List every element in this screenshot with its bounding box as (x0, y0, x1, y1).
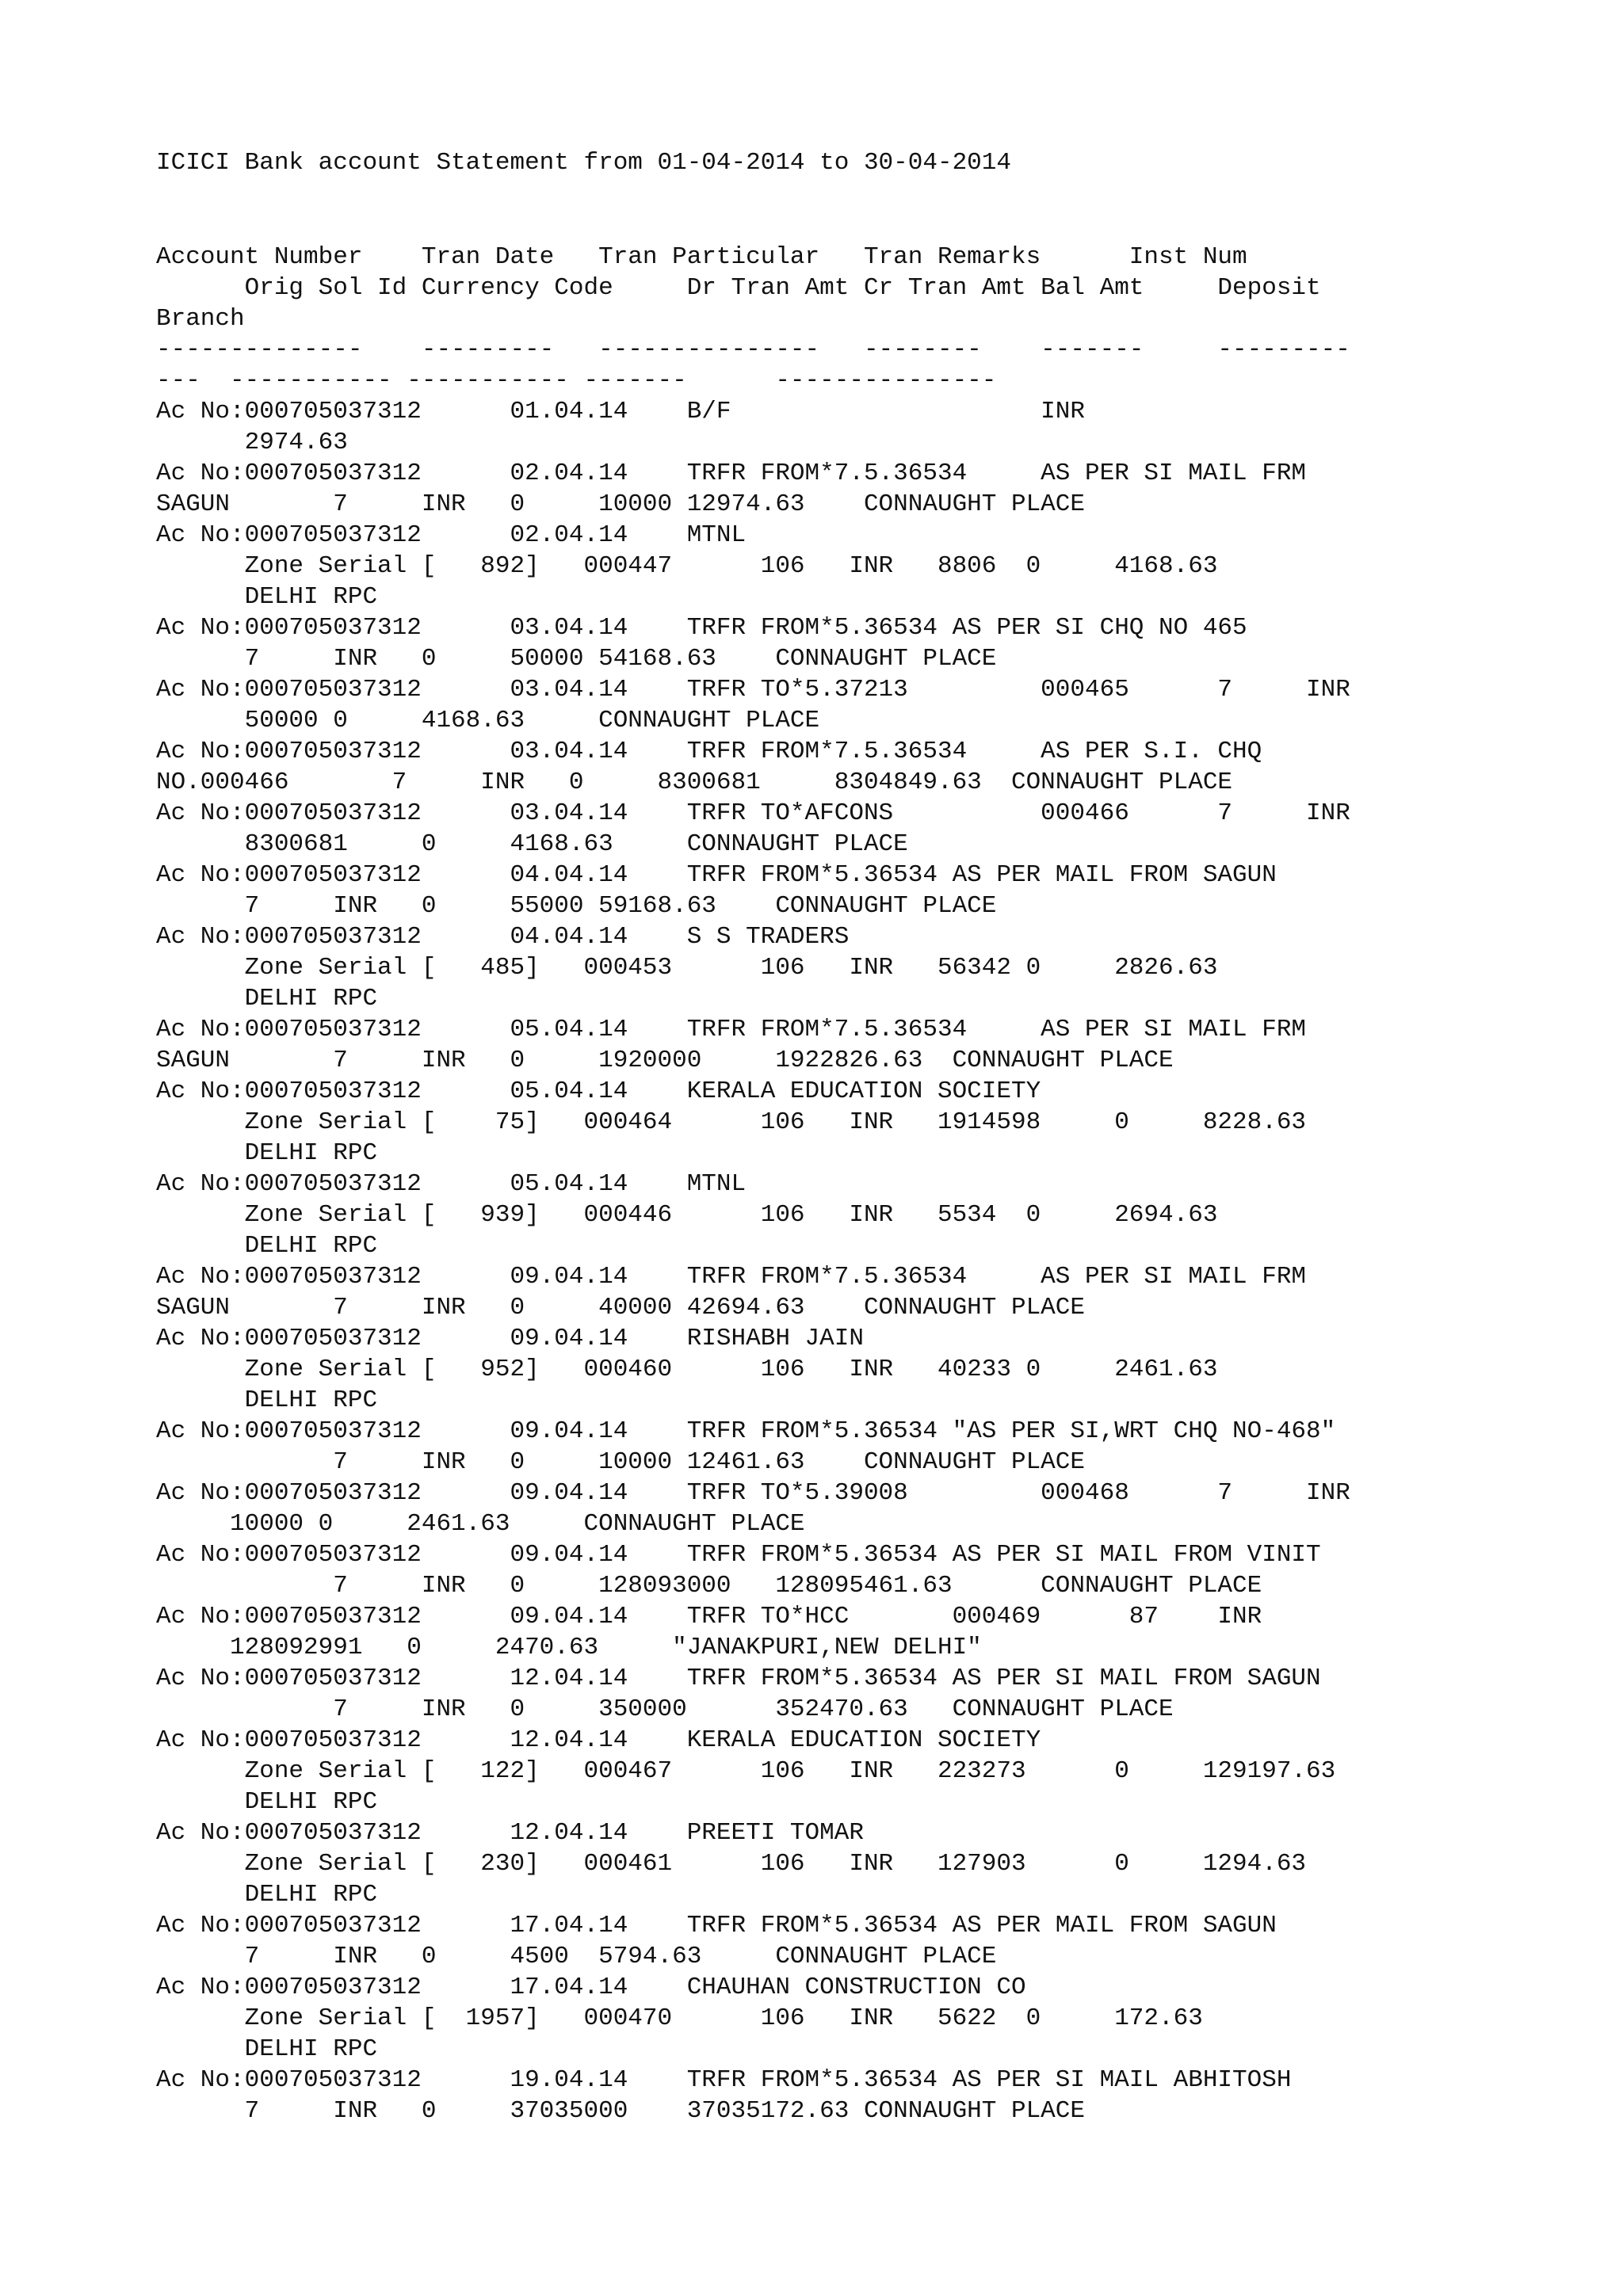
statement-line: Zone Serial [ 75] 000464 106 INR 1914598 0 8228.63 (156, 1108, 1307, 1136)
statement-line: 128092991 0 2470.63 "JANAKPURI,NEW DELHI" (156, 1634, 982, 1661)
statement-line: Zone Serial [ 230] 000461 106 INR 127903 0 1294.63 (156, 1850, 1307, 1878)
spacer (156, 211, 1583, 242)
statement-line: Ac No:000705037312 03.04.14 TRFR FROM*7.5.36534 AS PER S.I. CHQ (156, 738, 1262, 765)
statement-line: DELHI RPC (156, 583, 378, 611)
statement-line: 50000 0 4168.63 CONNAUGHT PLACE (156, 707, 820, 734)
statement-line: 7 INR 0 4500 5794.63 CONNAUGHT PLACE (156, 1943, 997, 1970)
statement-line: DELHI RPC (156, 2035, 378, 2063)
statement-line: Ac No:000705037312 12.04.14 TRFR FROM*5.36534 AS PER SI MAIL FROM SAGUN (156, 1665, 1321, 1692)
statement-line: DELHI RPC (156, 1386, 378, 1414)
statement-line: 7 INR 0 37035000 37035172.63 CONNAUGHT PLACE (156, 2097, 1085, 2125)
statement-line: Ac No:000705037312 05.04.14 KERALA EDUCATION SOCIETY (156, 1077, 1041, 1105)
statement-line: Ac No:000705037312 04.04.14 S S TRADERS (156, 923, 850, 951)
statement-line: Ac No:000705037312 09.04.14 TRFR FROM*5.36534 "AS PER SI,WRT CHQ NO-468" (156, 1417, 1336, 1445)
statement-line: Ac No:000705037312 03.04.14 TRFR TO*5.37213 000465 7 INR (156, 676, 1350, 704)
statement-line: Zone Serial [ 939] 000446 106 INR 5534 0 2694.63 (156, 1201, 1218, 1229)
statement-line: 7 INR 0 50000 54168.63 CONNAUGHT PLACE (156, 645, 997, 673)
statement-line: DELHI RPC (156, 1139, 378, 1167)
statement-line: SAGUN 7 INR 0 40000 42694.63 CONNAUGHT PLACE (156, 1294, 1085, 1322)
statement-line: Ac No:000705037312 05.04.14 MTNL (156, 1170, 747, 1198)
statement-line: DELHI RPC (156, 1232, 378, 1260)
statement-line: Ac No:000705037312 09.04.14 TRFR TO*5.39008 000468 7 INR (156, 1479, 1350, 1507)
statement-title: ICICI Bank account Statement from 01-04-2014 to 30-04-2014 (156, 149, 1011, 177)
statement-line: SAGUN 7 INR 0 1920000 1922826.63 CONNAUGHT PLACE (156, 1047, 1174, 1074)
statement-line: Zone Serial [ 892] 000447 106 INR 8806 0 4168.63 (156, 552, 1218, 580)
statement-line: Ac No:000705037312 02.04.14 TRFR FROM*7.5.36534 AS PER SI MAIL FRM (156, 460, 1307, 487)
statement-line: SAGUN 7 INR 0 10000 12974.63 CONNAUGHT PLACE (156, 490, 1085, 518)
column-header-line: Orig Sol Id Currency Code Dr Tran Amt Cr Tran Amt Bal Amt Deposit (156, 274, 1321, 302)
statement-line: NO.000466 7 INR 0 8300681 8304849.63 CONNAUGHT PLACE (156, 769, 1233, 796)
statement-line: Ac No:000705037312 17.04.14 CHAUHAN CONSTRUCTION CO (156, 1974, 1026, 2001)
statement-line: Ac No:000705037312 17.04.14 TRFR FROM*5.36534 AS PER MAIL FROM SAGUN (156, 1912, 1277, 1939)
statement-line: 2974.63 (156, 429, 348, 456)
statement-line: 7 INR 0 55000 59168.63 CONNAUGHT PLACE (156, 892, 997, 920)
statement-line: Ac No:000705037312 09.04.14 TRFR FROM*5.36534 AS PER SI MAIL FROM VINIT (156, 1541, 1321, 1569)
statement-line: Ac No:000705037312 09.04.14 TRFR FROM*7.5.36534 AS PER SI MAIL FRM (156, 1263, 1307, 1291)
statement-line: Ac No:000705037312 09.04.14 RISHABH JAIN (156, 1325, 864, 1352)
statement-line: 7 INR 0 128093000 128095461.63 CONNAUGHT PLACE (156, 1572, 1262, 1600)
statement-line: Ac No:000705037312 02.04.14 MTNL (156, 521, 747, 549)
statement-line: DELHI RPC (156, 985, 378, 1013)
statement-line: Zone Serial [ 1957] 000470 106 INR 5622 0 172.63 (156, 2004, 1203, 2032)
transaction-list (156, 396, 1583, 2126)
statement-line: Ac No:000705037312 12.04.14 PREETI TOMAR (156, 1819, 864, 1847)
statement-line: Ac No:000705037312 12.04.14 KERALA EDUCATION SOCIETY (156, 1726, 1041, 1754)
statement-line: 10000 0 2461.63 CONNAUGHT PLACE (156, 1510, 805, 1538)
column-header-line: Branch (156, 305, 245, 333)
statement-line: Ac No:000705037312 01.04.14 B/F INR (156, 398, 1085, 425)
column-header-block (156, 242, 1583, 396)
column-header-line: --- ----------- ----------- ------- --------------- (156, 367, 997, 395)
statement-line: Ac No:000705037312 04.04.14 TRFR FROM*5.36534 AS PER MAIL FROM SAGUN (156, 861, 1277, 889)
statement-line: 8300681 0 4168.63 CONNAUGHT PLACE (156, 830, 908, 858)
statement-line: Zone Serial [ 122] 000467 106 INR 223273 0 129197.63 (156, 1757, 1336, 1785)
statement-line: Zone Serial [ 485] 000453 106 INR 56342 0 2826.63 (156, 954, 1218, 982)
statement-line: 7 INR 0 10000 12461.63 CONNAUGHT PLACE (156, 1448, 1085, 1476)
statement-line: Ac No:000705037312 05.04.14 TRFR FROM*7.5.36534 AS PER SI MAIL FRM (156, 1016, 1307, 1043)
column-header-line: -------------- --------- --------------- -------- ------- --------- (156, 336, 1350, 364)
statement-line: Ac No:000705037312 03.04.14 TRFR FROM*5.36534 AS PER SI CHQ NO 465 (156, 614, 1247, 642)
column-header-line: Account Number Tran Date Tran Particular Tran Remarks Inst Num (156, 243, 1247, 271)
statement-page (156, 147, 1583, 2247)
statement-line: DELHI RPC (156, 1788, 378, 1816)
statement-line: Ac No:000705037312 19.04.14 TRFR FROM*5.36534 AS PER SI MAIL ABHITOSH (156, 2066, 1292, 2094)
statement-line: 7 INR 0 350000 352470.63 CONNAUGHT PLACE (156, 1695, 1174, 1723)
statement-line: Ac No:000705037312 09.04.14 TRFR TO*HCC 000469 87 INR (156, 1603, 1262, 1630)
statement-line: DELHI RPC (156, 1881, 378, 1909)
statement-line: Ac No:000705037312 03.04.14 TRFR TO*AFCONS 000466 7 INR (156, 799, 1350, 827)
statement-line: Zone Serial [ 952] 000460 106 INR 40233 0 2461.63 (156, 1356, 1218, 1383)
